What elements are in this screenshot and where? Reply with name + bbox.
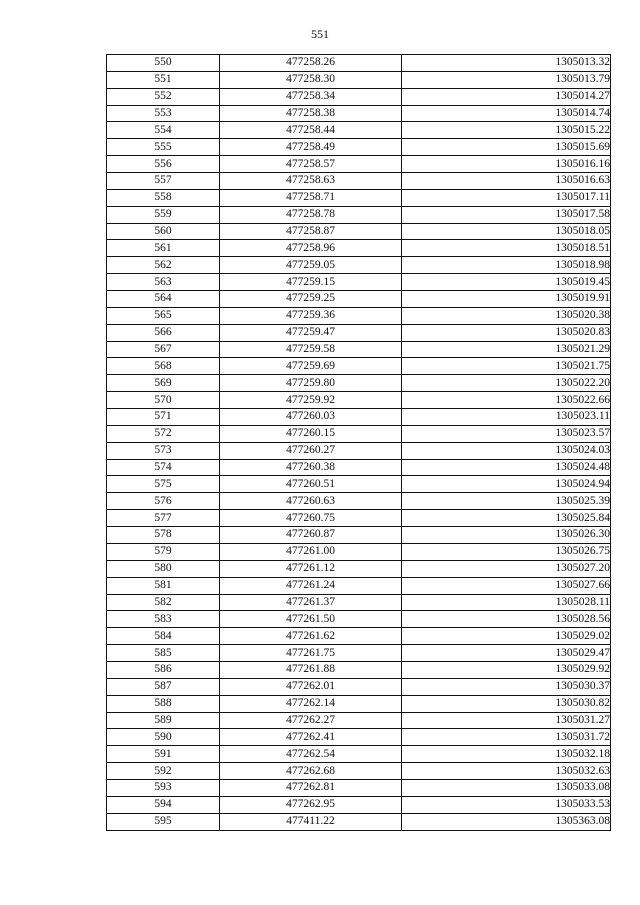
point-number-cell: 552 <box>107 88 220 105</box>
table-row <box>107 324 611 341</box>
coordinates-table-body <box>107 55 611 831</box>
point-number-cell: 557 <box>107 173 220 190</box>
point-number-cell: 561 <box>107 240 220 257</box>
table-row <box>107 796 611 813</box>
x-coordinate-cell: 477258.38 <box>220 105 402 122</box>
x-coordinate-cell: 477261.88 <box>220 661 402 678</box>
y-coordinate-cell: 1305031.72 <box>402 729 611 746</box>
table-row <box>107 88 611 105</box>
table-row <box>107 746 611 763</box>
y-coordinate-cell: 1305016.16 <box>402 156 611 173</box>
table-row <box>107 291 611 308</box>
x-coordinate-cell: 477259.47 <box>220 324 402 341</box>
table-row <box>107 392 611 409</box>
table-row <box>107 628 611 645</box>
x-coordinate-cell: 477262.41 <box>220 729 402 746</box>
x-coordinate-cell: 477261.37 <box>220 594 402 611</box>
point-number-cell: 576 <box>107 493 220 510</box>
y-coordinate-cell: 1305026.75 <box>402 543 611 560</box>
point-number-cell: 570 <box>107 392 220 409</box>
x-coordinate-cell: 477259.36 <box>220 307 402 324</box>
x-coordinate-cell: 477260.75 <box>220 510 402 527</box>
table-row <box>107 712 611 729</box>
table-row <box>107 156 611 173</box>
table-row <box>107 189 611 206</box>
x-coordinate-cell: 477261.12 <box>220 560 402 577</box>
point-number-cell: 551 <box>107 71 220 88</box>
x-coordinate-cell: 477258.63 <box>220 173 402 190</box>
table-row <box>107 661 611 678</box>
point-number-cell: 556 <box>107 156 220 173</box>
point-number-cell: 575 <box>107 476 220 493</box>
x-coordinate-cell: 477258.44 <box>220 122 402 139</box>
y-coordinate-cell: 1305021.75 <box>402 358 611 375</box>
point-number-cell: 594 <box>107 796 220 813</box>
y-coordinate-cell: 1305027.66 <box>402 577 611 594</box>
x-coordinate-cell: 477260.63 <box>220 493 402 510</box>
point-number-cell: 588 <box>107 695 220 712</box>
point-number-cell: 558 <box>107 189 220 206</box>
table-row <box>107 678 611 695</box>
table-row <box>107 274 611 291</box>
point-number-cell: 592 <box>107 763 220 780</box>
y-coordinate-cell: 1305025.39 <box>402 493 611 510</box>
y-coordinate-cell: 1305014.74 <box>402 105 611 122</box>
x-coordinate-cell: 477258.71 <box>220 189 402 206</box>
x-coordinate-cell: 477258.57 <box>220 156 402 173</box>
y-coordinate-cell: 1305016.63 <box>402 173 611 190</box>
y-coordinate-cell: 1305025.84 <box>402 510 611 527</box>
y-coordinate-cell: 1305021.29 <box>402 341 611 358</box>
point-number-cell: 574 <box>107 459 220 476</box>
point-number-cell: 578 <box>107 527 220 544</box>
y-coordinate-cell: 1305032.63 <box>402 763 611 780</box>
y-coordinate-cell: 1305018.51 <box>402 240 611 257</box>
point-number-cell: 572 <box>107 425 220 442</box>
y-coordinate-cell: 1305023.11 <box>402 409 611 426</box>
table-row <box>107 493 611 510</box>
y-coordinate-cell: 1305028.11 <box>402 594 611 611</box>
x-coordinate-cell: 477259.80 <box>220 375 402 392</box>
y-coordinate-cell: 1305032.18 <box>402 746 611 763</box>
y-coordinate-cell: 1305014.27 <box>402 88 611 105</box>
x-coordinate-cell: 477258.49 <box>220 139 402 156</box>
x-coordinate-cell: 477261.00 <box>220 543 402 560</box>
point-number-cell: 585 <box>107 645 220 662</box>
y-coordinate-cell: 1305033.53 <box>402 796 611 813</box>
y-coordinate-cell: 1305024.94 <box>402 476 611 493</box>
x-coordinate-cell: 477260.38 <box>220 459 402 476</box>
point-number-cell: 586 <box>107 661 220 678</box>
table-row <box>107 375 611 392</box>
point-number-cell: 563 <box>107 274 220 291</box>
y-coordinate-cell: 1305030.82 <box>402 695 611 712</box>
x-coordinate-cell: 477262.81 <box>220 779 402 796</box>
table-row <box>107 307 611 324</box>
y-coordinate-cell: 1305020.38 <box>402 307 611 324</box>
point-number-cell: 590 <box>107 729 220 746</box>
table-row <box>107 425 611 442</box>
table-row <box>107 763 611 780</box>
point-number-cell: 593 <box>107 779 220 796</box>
y-coordinate-cell: 1305029.47 <box>402 645 611 662</box>
point-number-cell: 555 <box>107 139 220 156</box>
table-row <box>107 122 611 139</box>
x-coordinate-cell: 477259.15 <box>220 274 402 291</box>
table-row <box>107 105 611 122</box>
y-coordinate-cell: 1305019.45 <box>402 274 611 291</box>
y-coordinate-cell: 1305015.22 <box>402 122 611 139</box>
table-row <box>107 341 611 358</box>
y-coordinate-cell: 1305033.08 <box>402 779 611 796</box>
y-coordinate-cell: 1305022.66 <box>402 392 611 409</box>
x-coordinate-cell: 477258.96 <box>220 240 402 257</box>
point-number-cell: 560 <box>107 223 220 240</box>
point-number-cell: 584 <box>107 628 220 645</box>
table-row <box>107 577 611 594</box>
x-coordinate-cell: 477259.92 <box>220 392 402 409</box>
y-coordinate-cell: 1305018.05 <box>402 223 611 240</box>
x-coordinate-cell: 477260.03 <box>220 409 402 426</box>
table-row <box>107 476 611 493</box>
table-row <box>107 729 611 746</box>
table-row <box>107 510 611 527</box>
y-coordinate-cell: 1305028.56 <box>402 611 611 628</box>
x-coordinate-cell: 477262.01 <box>220 678 402 695</box>
point-number-cell: 573 <box>107 442 220 459</box>
y-coordinate-cell: 1305020.83 <box>402 324 611 341</box>
point-number-cell: 567 <box>107 341 220 358</box>
point-number-cell: 595 <box>107 813 220 830</box>
table-row <box>107 206 611 223</box>
y-coordinate-cell: 1305013.79 <box>402 71 611 88</box>
x-coordinate-cell: 477258.26 <box>220 55 402 72</box>
point-number-cell: 554 <box>107 122 220 139</box>
table-row <box>107 779 611 796</box>
y-coordinate-cell: 1305031.27 <box>402 712 611 729</box>
table-row <box>107 71 611 88</box>
x-coordinate-cell: 477411.22 <box>220 813 402 830</box>
x-coordinate-cell: 477261.24 <box>220 577 402 594</box>
x-coordinate-cell: 477261.62 <box>220 628 402 645</box>
x-coordinate-cell: 477259.25 <box>220 291 402 308</box>
y-coordinate-cell: 1305363.08 <box>402 813 611 830</box>
y-coordinate-cell: 1305022.20 <box>402 375 611 392</box>
point-number-cell: 569 <box>107 375 220 392</box>
table-row <box>107 442 611 459</box>
x-coordinate-cell: 477259.05 <box>220 257 402 274</box>
coordinates-table <box>106 54 611 831</box>
y-coordinate-cell: 1305018.98 <box>402 257 611 274</box>
point-number-cell: 564 <box>107 291 220 308</box>
table-row <box>107 543 611 560</box>
x-coordinate-cell: 477260.51 <box>220 476 402 493</box>
x-coordinate-cell: 477258.78 <box>220 206 402 223</box>
table-row <box>107 139 611 156</box>
x-coordinate-cell: 477262.14 <box>220 695 402 712</box>
table-row <box>107 645 611 662</box>
table-row <box>107 560 611 577</box>
x-coordinate-cell: 477262.27 <box>220 712 402 729</box>
point-number-cell: 553 <box>107 105 220 122</box>
x-coordinate-cell: 477259.58 <box>220 341 402 358</box>
point-number-cell: 562 <box>107 257 220 274</box>
table-row <box>107 594 611 611</box>
table-row <box>107 257 611 274</box>
table-row <box>107 611 611 628</box>
x-coordinate-cell: 477260.87 <box>220 527 402 544</box>
y-coordinate-cell: 1305030.37 <box>402 678 611 695</box>
y-coordinate-cell: 1305017.11 <box>402 189 611 206</box>
y-coordinate-cell: 1305029.92 <box>402 661 611 678</box>
x-coordinate-cell: 477259.69 <box>220 358 402 375</box>
point-number-cell: 571 <box>107 409 220 426</box>
table-row <box>107 55 611 72</box>
point-number-cell: 580 <box>107 560 220 577</box>
x-coordinate-cell: 477262.54 <box>220 746 402 763</box>
table-row <box>107 695 611 712</box>
x-coordinate-cell: 477262.95 <box>220 796 402 813</box>
point-number-cell: 581 <box>107 577 220 594</box>
table-row <box>107 527 611 544</box>
x-coordinate-cell: 477261.75 <box>220 645 402 662</box>
point-number-cell: 589 <box>107 712 220 729</box>
point-number-cell: 587 <box>107 678 220 695</box>
y-coordinate-cell: 1305013.32 <box>402 55 611 72</box>
y-coordinate-cell: 1305029.02 <box>402 628 611 645</box>
y-coordinate-cell: 1305019.91 <box>402 291 611 308</box>
table-row <box>107 173 611 190</box>
point-number-cell: 582 <box>107 594 220 611</box>
point-number-cell: 565 <box>107 307 220 324</box>
point-number-cell: 559 <box>107 206 220 223</box>
y-coordinate-cell: 1305024.03 <box>402 442 611 459</box>
point-number-cell: 577 <box>107 510 220 527</box>
point-number-cell: 566 <box>107 324 220 341</box>
y-coordinate-cell: 1305027.20 <box>402 560 611 577</box>
table-row <box>107 459 611 476</box>
x-coordinate-cell: 477260.15 <box>220 425 402 442</box>
x-coordinate-cell: 477260.27 <box>220 442 402 459</box>
point-number-cell: 550 <box>107 55 220 72</box>
y-coordinate-cell: 1305023.57 <box>402 425 611 442</box>
point-number-cell: 591 <box>107 746 220 763</box>
x-coordinate-cell: 477258.30 <box>220 71 402 88</box>
y-coordinate-cell: 1305026.30 <box>402 527 611 544</box>
x-coordinate-cell: 477258.87 <box>220 223 402 240</box>
x-coordinate-cell: 477261.50 <box>220 611 402 628</box>
table-row <box>107 409 611 426</box>
table-row <box>107 240 611 257</box>
x-coordinate-cell: 477262.68 <box>220 763 402 780</box>
point-number-cell: 579 <box>107 543 220 560</box>
table-row <box>107 223 611 240</box>
page-number: 551 <box>311 27 329 41</box>
y-coordinate-cell: 1305017.58 <box>402 206 611 223</box>
y-coordinate-cell: 1305024.48 <box>402 459 611 476</box>
point-number-cell: 568 <box>107 358 220 375</box>
y-coordinate-cell: 1305015.69 <box>402 139 611 156</box>
table-row <box>107 358 611 375</box>
x-coordinate-cell: 477258.34 <box>220 88 402 105</box>
table-row <box>107 813 611 830</box>
point-number-cell: 583 <box>107 611 220 628</box>
